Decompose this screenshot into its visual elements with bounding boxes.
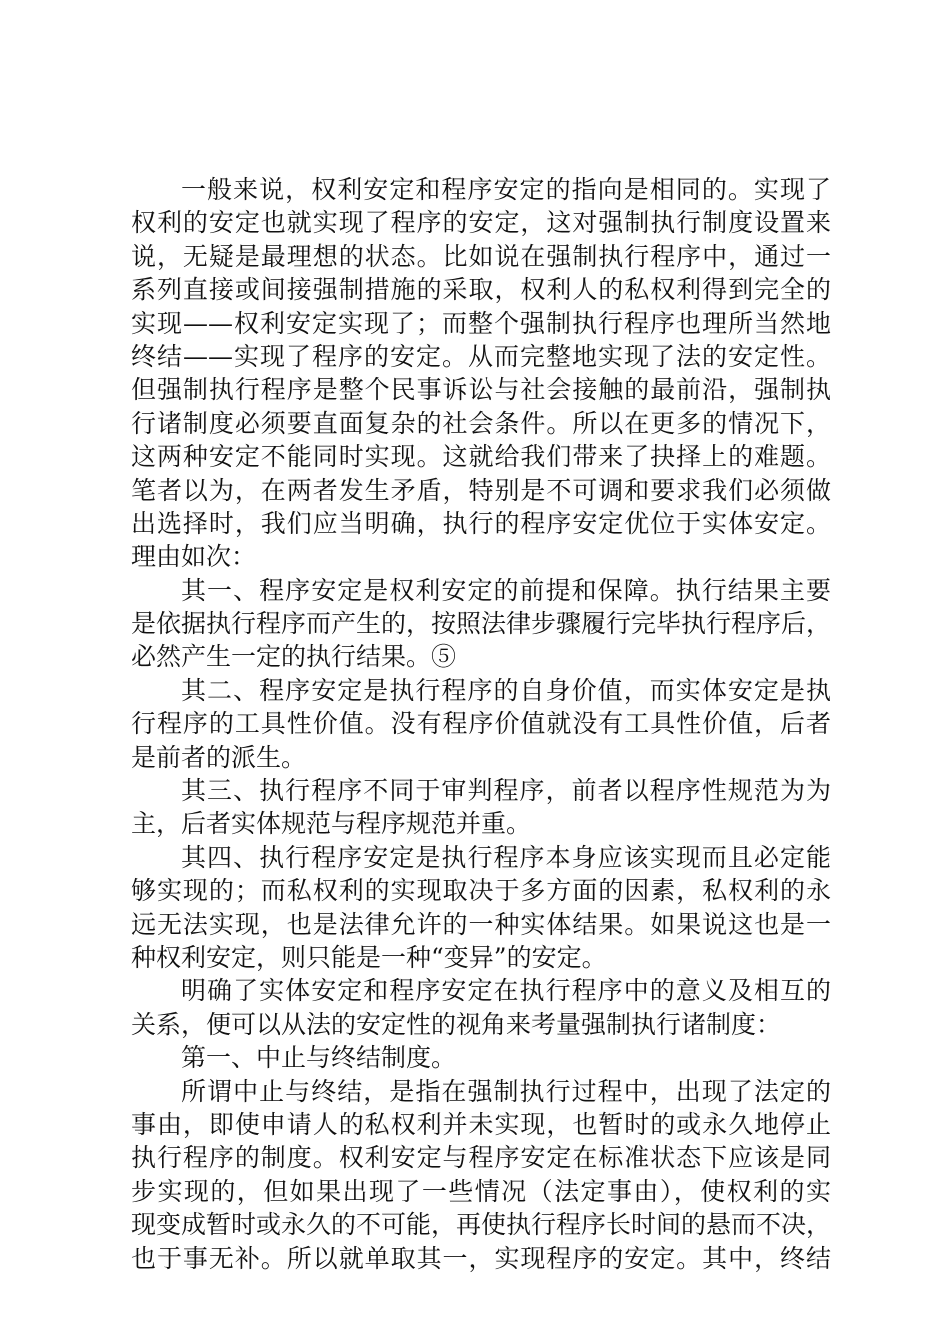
text-line: 系列直接或间接强制措施的采取，权利人的私权利得到完全的 bbox=[131, 275, 831, 305]
text-line: 行程序的工具性价值。没有程序价值就没有工具性价值，后者 bbox=[131, 709, 831, 739]
text-line: 主，后者实体规范与程序规范并重。 bbox=[131, 809, 532, 839]
text-line: 必然产生一定的执行结果。⑤ bbox=[131, 642, 457, 672]
text-line: 终结——实现了程序的安定。从而完整地实现了法的安定性。 bbox=[131, 341, 831, 371]
text-line: 步实现的，但如果出现了一些情况（法定事由），使权利的实 bbox=[131, 1176, 831, 1206]
text-line: 也于事无补。所以就单取其一，实现程序的安定。其中，终结 bbox=[131, 1243, 831, 1273]
text-line: 种权利安定，则只能是一种“变异”的安定。 bbox=[131, 942, 607, 972]
text-line: 明确了实体安定和程序安定在执行程序中的意义及相互的 bbox=[181, 976, 831, 1006]
text-line: 事由，即使申请人的私权利并未实现，也暂时的或永久地停止 bbox=[131, 1109, 831, 1139]
text-line: 关系，便可以从法的安定性的视角来考量强制执行诸制度： bbox=[131, 1009, 782, 1039]
text-line: 远无法实现，也是法律允许的一种实体结果。如果说这也是一 bbox=[131, 909, 831, 939]
text-line: 现变成暂时或永久的不可能，再使执行程序长时间的悬而不决， bbox=[131, 1210, 831, 1240]
text-line: 是依据执行程序而产生的，按照法律步骤履行完毕执行程序后， bbox=[131, 609, 831, 639]
text-line: 但强制执行程序是整个民事诉讼与社会接触的最前沿，强制执 bbox=[131, 375, 831, 405]
text-line: 第一、中止与终结制度。 bbox=[181, 1043, 457, 1073]
text-line: 所谓中止与终结，是指在强制执行过程中，出现了法定的 bbox=[181, 1076, 831, 1106]
text-line: 权利的安定也就实现了程序的安定，这对强制执行制度设置来 bbox=[131, 208, 831, 238]
text-line: 其一、程序安定是权利安定的前提和保障。执行结果主要 bbox=[181, 575, 831, 605]
text-line: 其三、执行程序不同于审判程序，前者以程序性规范为为 bbox=[181, 776, 831, 806]
text-line: 说，无疑是最理想的状态。比如说在强制执行程序中，通过一 bbox=[131, 241, 831, 271]
text-line: 是前者的派生。 bbox=[131, 742, 307, 772]
text-line: 理由如次： bbox=[131, 542, 257, 572]
text-line: 其二、程序安定是执行程序的自身价值，而实体安定是执 bbox=[181, 675, 831, 705]
text-line: 出选择时，我们应当明确，执行的程序安定优位于实体安定。 bbox=[131, 508, 831, 538]
text-line: 其四、执行程序安定是执行程序本身应该实现而且必定能 bbox=[181, 842, 831, 872]
document-body bbox=[131, 173, 831, 1275]
text-line: 行诸制度必须要直面复杂的社会条件。所以在更多的情况下， bbox=[131, 408, 831, 438]
text-line: 够实现的；而私权利的实现取决于多方面的因素，私权利的永 bbox=[131, 876, 831, 906]
text-line: 笔者以为，在两者发生矛盾，特别是不可调和要求我们必须做 bbox=[131, 475, 831, 505]
text-line: 一般来说，权利安定和程序安定的指向是相同的。实现了 bbox=[181, 175, 831, 204]
text-line: 这两种安定不能同时实现。这就给我们带来了抉择上的难题。 bbox=[131, 442, 831, 472]
text-line: 执行程序的制度。权利安定与程序安定在标准状态下应该是同 bbox=[131, 1143, 831, 1173]
text-line: 实现——权利安定实现了；而整个强制执行程序也理所当然地 bbox=[131, 308, 831, 338]
